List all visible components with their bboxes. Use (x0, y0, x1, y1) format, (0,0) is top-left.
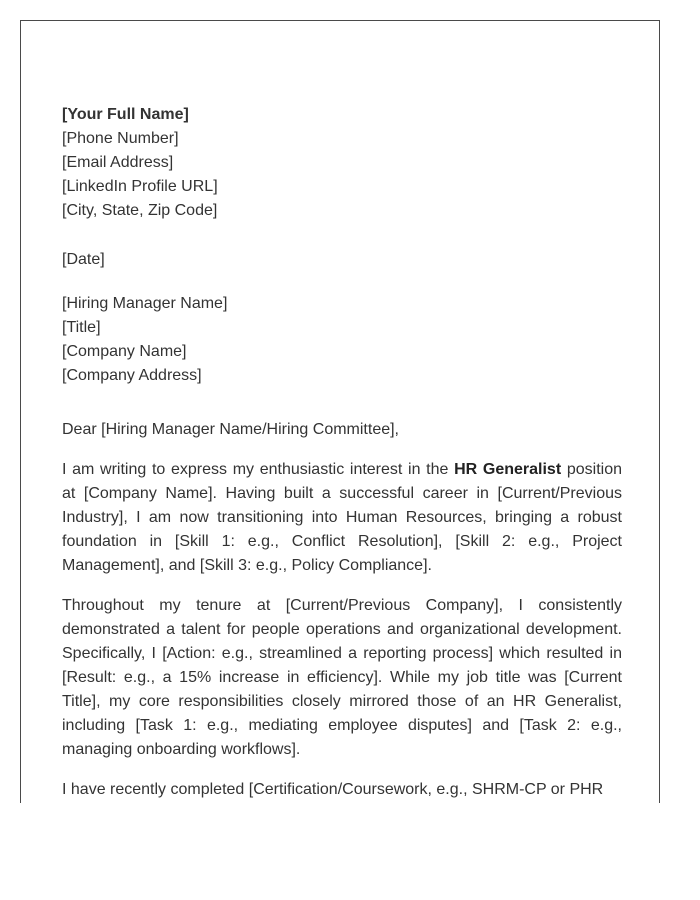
job-title-highlight: HR Generalist (454, 461, 562, 478)
sender-location: [City, State, Zip Code] (62, 202, 218, 219)
paragraph-intro (62, 458, 622, 578)
sender-linkedin: [LinkedIn Profile URL] (62, 178, 218, 195)
recipient-title: [Title] (62, 319, 101, 336)
recipient-company: [Company Name] (62, 343, 187, 360)
sender-phone: [Phone Number] (62, 130, 179, 147)
paragraph-intro-before: I am writing to express my enthusiastic interest in the (62, 461, 455, 478)
cover-letter-body (62, 103, 622, 802)
sender-block (62, 103, 622, 223)
date-block (62, 248, 622, 272)
paragraph-experience: Throughout my tenure at [Current/Previous Company], I consistently demonstrated a talent for people operations and organizational development. Specifically, I [Action: e.g., streamlined a reporting process] which resulted in [Result: e.g., a 15% increase in efficiency]. While my job title was [Current Title], my core responsibilities closely mirrored those of an HR Generalist, including [Task 1: e.g., mediating employee disputes] and [Task 2: e.g., managing onboarding workflows]. (62, 597, 622, 758)
recipient-address: [Company Address] (62, 367, 202, 384)
document-page (20, 20, 660, 803)
recipient-block (62, 292, 622, 388)
sender-email: [Email Address] (62, 154, 174, 171)
sender-name: [Your Full Name] (62, 106, 189, 123)
paragraph-intro-after: position at [Company Name]. Having built a successful career in [Current/Previous Industry], I am now transitioning into Human Resources, bringing a robust foundation in [Skill 1: e.g., Conflict Resolution], [Skill 2: e.g., Project Management], and [Skill 3: e.g., Policy Compliance]. (62, 461, 623, 574)
salutation-text: Dear [Hiring Manager Name/Hiring Committee], (62, 421, 399, 438)
salutation (62, 418, 622, 442)
paragraph-certification: I have recently completed [Certification/Coursework, e.g., SHRM-CP or PHR (62, 781, 604, 798)
letter-date: [Date] (62, 251, 105, 268)
recipient-name: [Hiring Manager Name] (62, 295, 228, 312)
